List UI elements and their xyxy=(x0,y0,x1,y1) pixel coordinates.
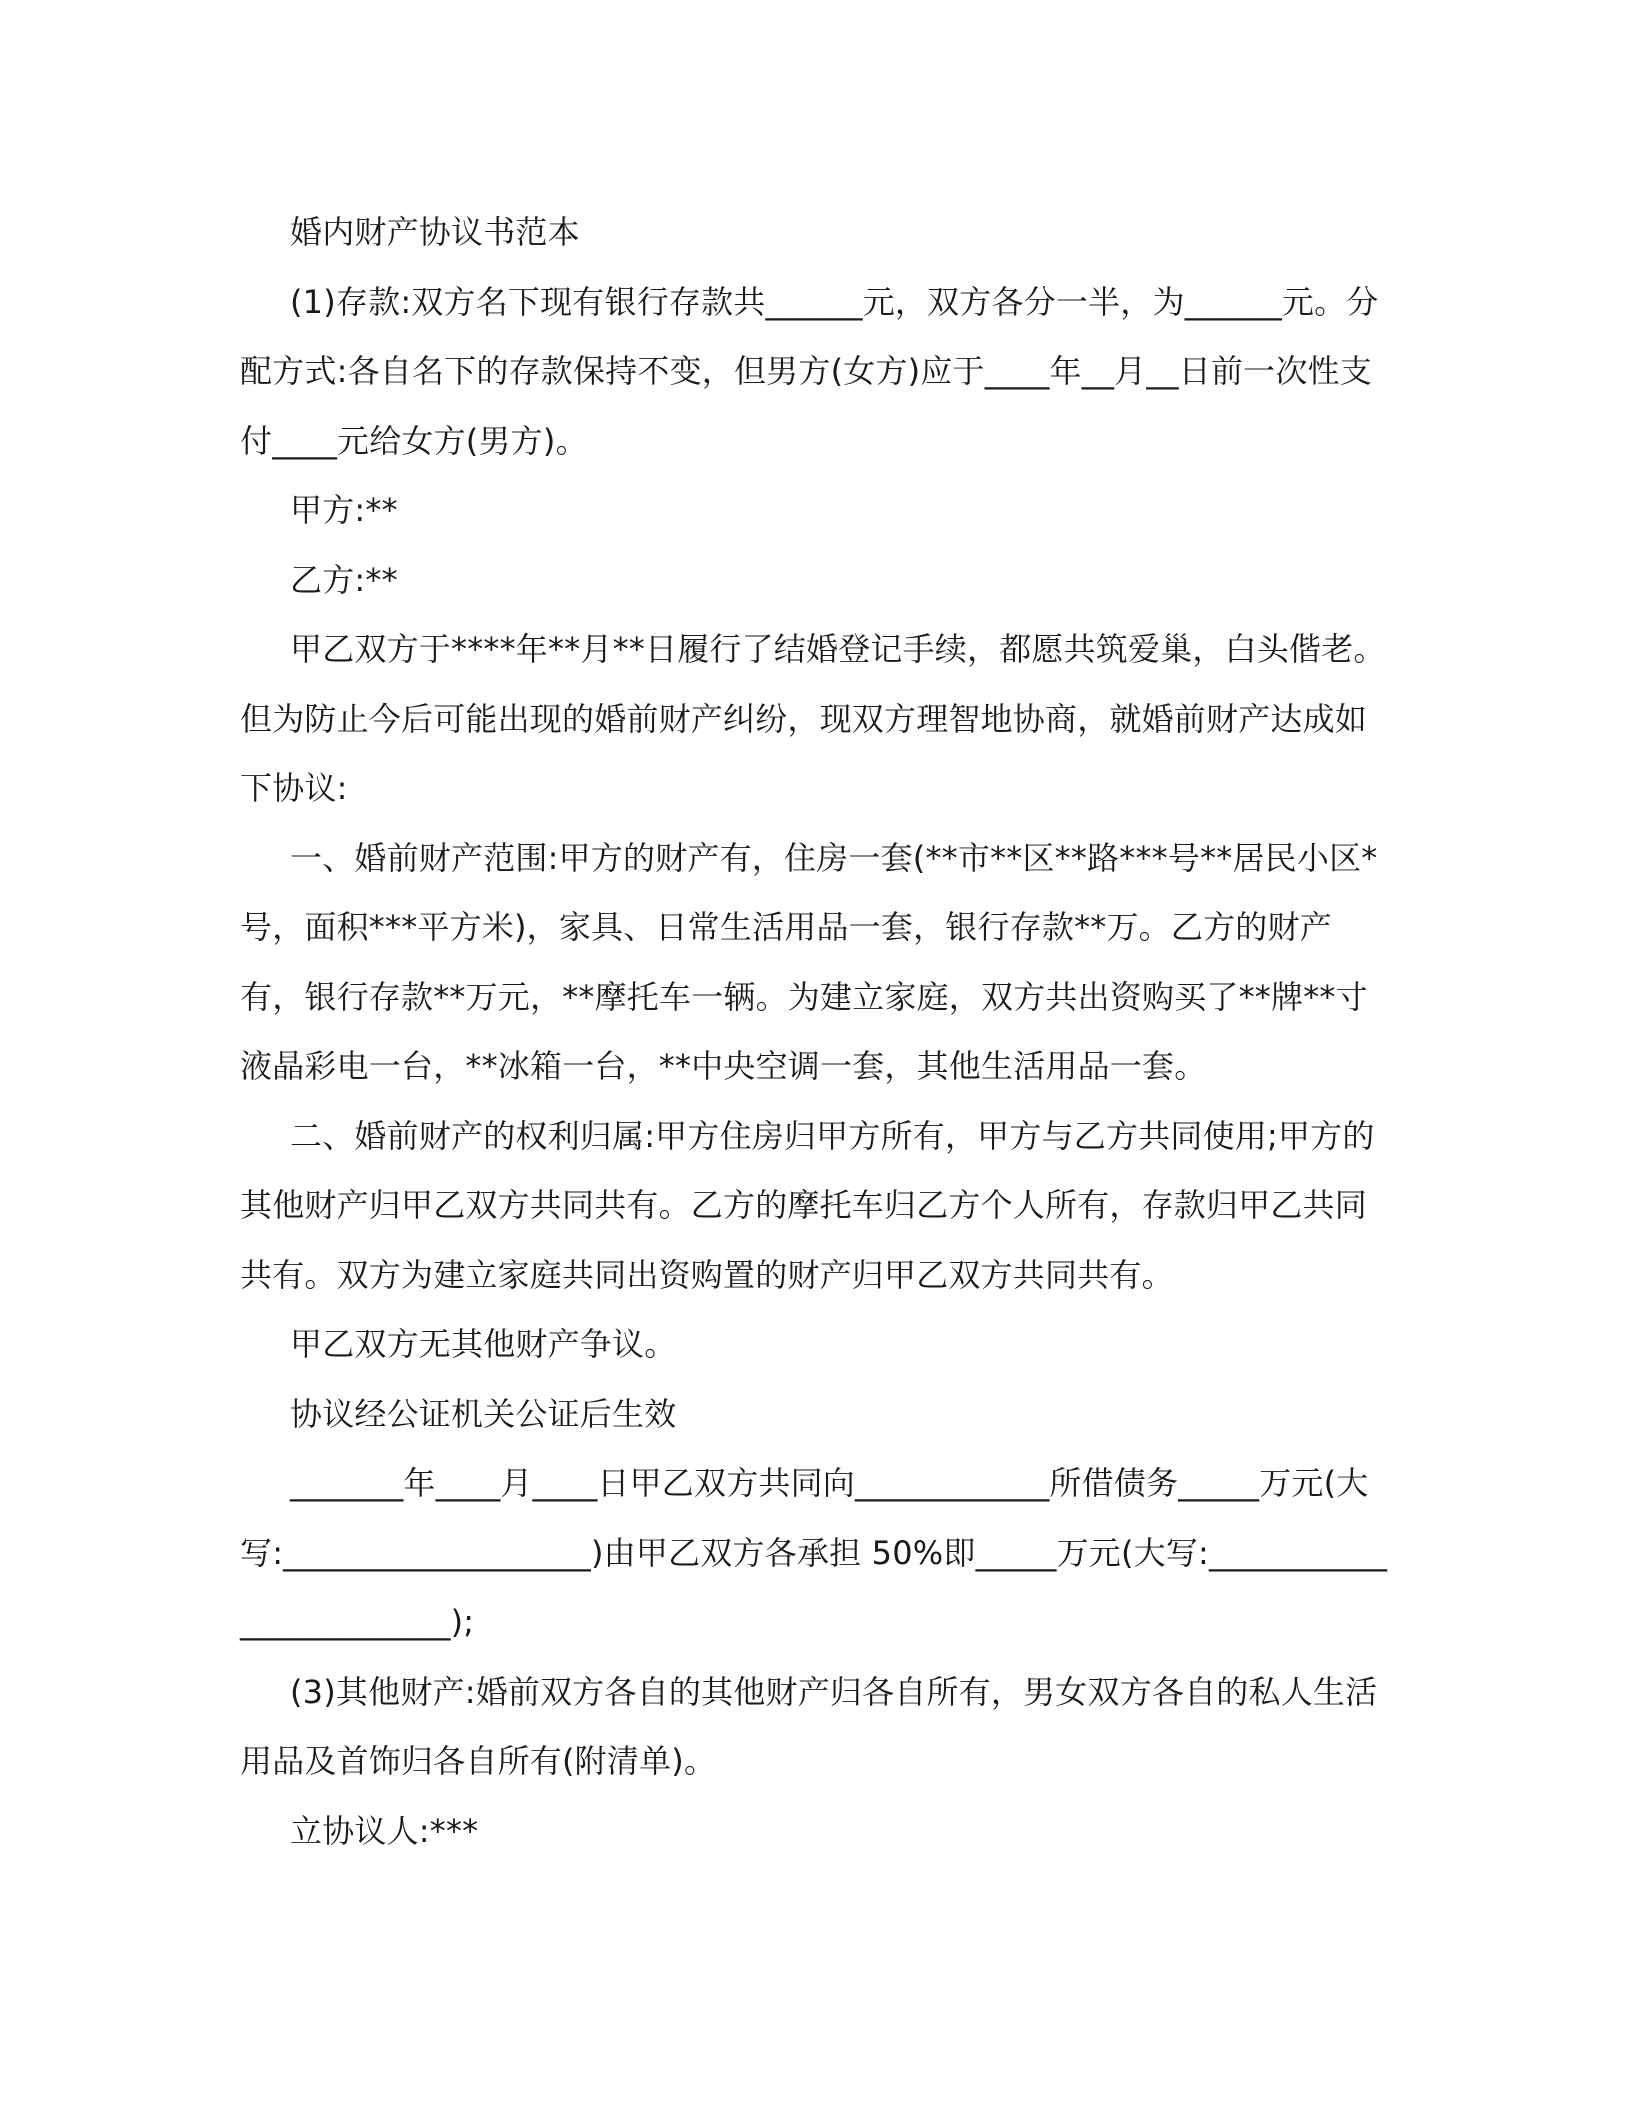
paragraph-preamble: 甲乙双方于****年**月**日履行了结婚登记手续，都愿共筑爱巢，白头偕老。但为防止今后可能出现的婚前财产纠纷，现双方理智地协商，就婚前财产达成如下协议: xyxy=(240,630,1386,807)
document-body xyxy=(240,198,1390,1866)
paragraph-debt: _______年____月____日甲乙双方共同向____________所借债务_____万元(大写:___________________)由甲乙双方各承担 50%即_____万元(大写:________________________); xyxy=(240,1464,1388,1641)
document-title: 婚内财产协议书范本 xyxy=(290,213,580,251)
paragraph-deposit: (1)存款:双方名下现有银行存款共______元，双方各分一半，为______元。分配方式:各自名下的存款保持不变，但男方(女方)应于____年__月__日前一次性支付____元给女方(男方)。 xyxy=(240,282,1379,460)
paragraph-no-dispute: 甲乙双方无其他财产争议。 xyxy=(290,1325,677,1363)
paragraph-other-property: (3)其他财产:婚前双方各自的其他财产归各自所有，男女双方各自的私人生活用品及首饰归各自所有(附清单)。 xyxy=(240,1672,1378,1780)
paragraph-property-scope: 一、婚前财产范围:甲方的财产有，住房一套(**市**区**路***号**居民小区*号，面积***平方米)，家具、日常生活用品一套，银行存款**万。乙方的财产有，银行存款**万元，**摩托车一辆。为建立家庭，双方共出资购买了**牌**寸液晶彩电一台，**冰箱一台，**中央空调一套，其他生活用品一套。 xyxy=(240,838,1378,1085)
paragraph-signatory: 立协议人:*** xyxy=(290,1811,479,1850)
paragraph-property-ownership: 二、婚前财产的权利归属:甲方住房归甲方所有，甲方与乙方共同使用;甲方的其他财产归甲乙双方共同共有。乙方的摩托车归乙方个人所有，存款归甲乙共同共有。双方为建立家庭共同出资购置的财产归甲乙双方共同共有。 xyxy=(240,1116,1375,1294)
paragraph-party-a: 甲方:** xyxy=(290,491,398,529)
paragraph-notarization: 协议经公证机关公证后生效 xyxy=(290,1394,677,1433)
paragraph-party-b: 乙方:** xyxy=(290,560,398,599)
